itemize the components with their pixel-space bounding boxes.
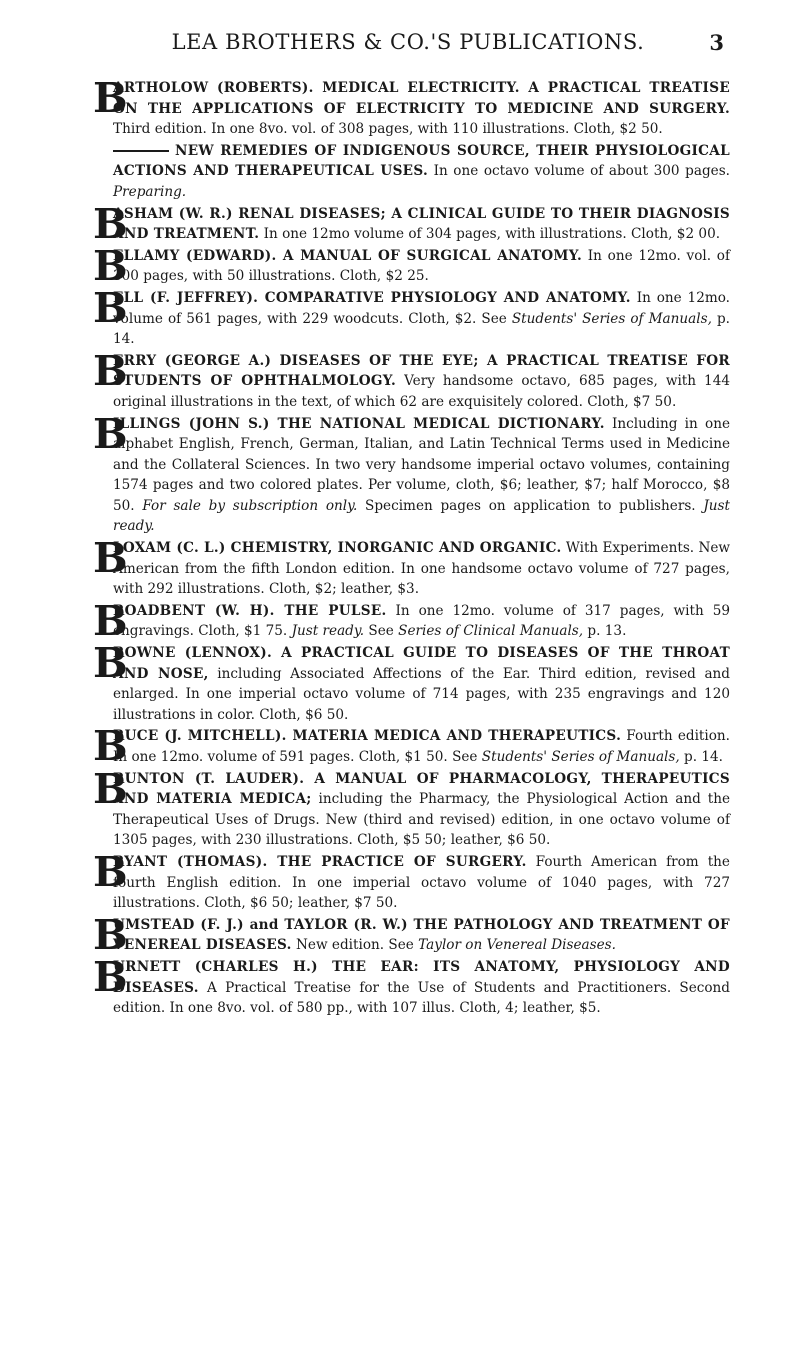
entry-description: Very handsome octavo, 685 pages, with 144 original illustrations in the text, of which 62 are exquisitely colored. Cloth, $7 50. [113, 373, 730, 410]
entry-heading: RYANT (THOMAS). THE PRACTICE OF SURGERY. [113, 853, 527, 870]
header-title: LEA BROTHERS & CO.'S PUBLICATIONS. [171, 30, 645, 54]
entry-heading: LOXAM (C. L.) CHEMISTRY, INORGANIC AND ORGANIC. [113, 540, 562, 557]
drop-cap-initial: B [93, 74, 128, 122]
entry-description: Fourth American from the fourth English edition. In one imperial octavo volume of 1040 pages, with 727 illustrations. Cloth, $6 50; leather, $7 50. [113, 853, 730, 912]
entry-italic-note: Taylor on Venereal Diseases. [413, 937, 616, 954]
entry-heading: ILLINGS (JOHN S.) THE NATIONAL MEDICAL DICTIONARY. [113, 415, 605, 432]
drop-cap-initial: B [93, 910, 128, 959]
catalog-entry [93, 283, 730, 350]
entry-heading: RUNTON (T. LAUDER). A MANUAL OF PHARMACOLOGY, THERAPEUTICS AND MATERIA MEDICA; [113, 770, 730, 808]
entry-heading: ELLAMY (EDWARD). A MANUAL OF SURGICAL ANATOMY. [113, 247, 583, 264]
drop-cap-initial: B [93, 346, 128, 395]
drop-cap-initial: B [93, 534, 128, 583]
entry-description-tail: p. 13. [583, 623, 627, 640]
entry-heading: ROWNE (LENNOX). A PRACTICAL GUIDE TO DISEASES OF THE THROAT AND NOSE, [113, 645, 730, 682]
drop-cap-initial: B [93, 847, 128, 896]
entry-description: Fourth edition. In one 12mo. volume of 591 pages. Cloth, $1 50. See [113, 728, 731, 765]
entry-description: In one 12mo volume of 304 pages, with illustrations. Cloth, $2 00. [259, 226, 721, 243]
entry-description: In one 12mo. vol. of 300 pages, with 50 illustrations. Cloth, $2 25. [113, 247, 730, 285]
catalog-entry [93, 952, 730, 1019]
entry-heading: NEW REMEDIES OF INDIGENOUS SOURCE, THEIR PHYSIOLOGICAL ACTIONS AND THERAPEUTICAL USES. [113, 142, 730, 180]
catalog-entry [93, 241, 730, 290]
entry-heading: ROADBENT (W. H). THE PULSE. [113, 602, 387, 619]
entry-heading: URNETT (CHARLES H.) THE EAR: ITS ANATOMY, PHYSIOLOGY AND DISEASES. [113, 958, 730, 996]
entry-description: including Associated Affections of the Ear. Third edition, revised and enlarged. In one imperial octavo volume of 714 pages, with 235 engravings and 120 illustrations in color. Cloth, $6 50. [113, 665, 730, 723]
entry-heading: ARTHOLOW (ROBERTS). MEDICAL ELECTRICITY. A PRACTICAL TREATISE ON THE APPLICATIONS OF ELECTRICITY TO MEDICINE AND SURGERY. [113, 80, 730, 117]
catalog-entry [95, 141, 730, 203]
catalog-entry [93, 534, 731, 600]
entry-description: With Experiments. New American from the fifth London edition. In one handsome octavo volume of 727 pages, with 292 illustrations. Cloth, $2; leather, $3. [113, 540, 731, 598]
drop-cap-initial: B [93, 596, 128, 645]
catalog-entry [93, 847, 730, 914]
drop-cap-initial: B [93, 764, 128, 813]
entry-description: Including in one alphabet English, French, German, Italian, and Latin Technical Terms used in Medicine and the Collateral Sciences. In two very handsome imperial octavo volumes, containing 1574 pages and two colored plates. Per volume, cloth, $6; leather, $7; half Morocco, $8 50. [113, 415, 730, 514]
drop-cap-initial: B [93, 952, 128, 1001]
entry-italic-note: Preparing. [113, 183, 187, 200]
drop-cap-initial: B [93, 722, 128, 771]
entry-italic-note: Just ready. [113, 497, 730, 535]
entry-description: Third edition. In one 8vo. vol. of 308 pages, with 110 illustrations. Cloth, $2 50. [113, 121, 663, 138]
entry-description: A Practical Treatise for the Use of Students and Practitioners. Second edition. In one 8vo. vol. of 580 pp., with 107 illus. Cloth, 4; leather, $5. [113, 979, 730, 1017]
entry-heading: RUCE (J. MITCHELL). MATERIA MEDICA AND THERAPEUTICS. [113, 728, 622, 745]
entry-italic-note: For sale by subscription only. [134, 497, 358, 514]
catalog-entry [93, 910, 730, 959]
entry-description: In one 12mo. volume of 561 pages, with 229 woodcuts. Cloth, $2. See [113, 289, 730, 327]
entry-description: In one 12mo. volume of 317 pages, with 59 engravings. Cloth, $1 75. [113, 602, 730, 640]
catalog-entry [93, 639, 730, 725]
entry-description: New edition. See [291, 937, 414, 954]
entry-description-tail: See [364, 623, 394, 640]
entry-description-tail: Specimen pages on application to publishers. [357, 497, 696, 514]
entry-heading: ERRY (GEORGE A.) DISEASES OF THE EYE; A PRACTICAL TREATISE FOR STUDENTS OF OPHTHALMOLOGY. [113, 352, 730, 390]
catalog-entry [93, 596, 730, 645]
catalog-entry [93, 722, 731, 771]
drop-cap-initial: B [93, 199, 128, 248]
entry-italic-note: Students' Series of Manuals, [506, 310, 712, 327]
entry-italic-note: Series of Clinical Manuals, [393, 623, 584, 640]
catalog-entry [93, 346, 730, 413]
entry-description: In one octavo volume of about 300 pages. [428, 163, 730, 180]
ditto-dash [113, 150, 169, 152]
catalog-entries [93, 74, 731, 1020]
catalog-entry [93, 199, 730, 248]
entry-italic-note: Students' Series of Manuals, [477, 749, 680, 765]
page-number: 3 [709, 30, 724, 55]
drop-cap-initial: B [93, 639, 128, 688]
entry-heading: ELL (F. JEFFREY). COMPARATIVE PHYSIOLOGY AND ANATOMY. [113, 289, 631, 306]
running-header [92, 28, 724, 64]
drop-cap-initial: B [93, 409, 128, 458]
entry-description-tail: p. 14. [113, 310, 730, 348]
entry-description-tail: p. 14. [679, 749, 723, 765]
entry-italic-note: Just ready. [287, 623, 365, 640]
entry-heading: UMSTEAD (F. J.) and TAYLOR (R. W.) THE PATHOLOGY AND TREATMENT OF VENEREAL DISEASES. [113, 916, 730, 954]
catalog-entry [93, 409, 730, 538]
entry-heading: ASHAM (W. R.) RENAL DISEASES; A CLINICAL GUIDE TO THEIR DIAGNOSIS AND TREATMENT. [113, 205, 730, 243]
entry-description: including the Pharmacy, the Physiological Action and the Therapeutical Uses of Drugs. New (third and revised) edition, in one octavo volume of 1305 pages, with 230 illustrations. Cloth, $5 50; leather, $6 50. [113, 791, 730, 849]
drop-cap-initial: B [93, 241, 128, 290]
drop-cap-initial: B [93, 283, 128, 332]
catalog-entry [93, 74, 730, 140]
catalog-entry [93, 764, 730, 851]
